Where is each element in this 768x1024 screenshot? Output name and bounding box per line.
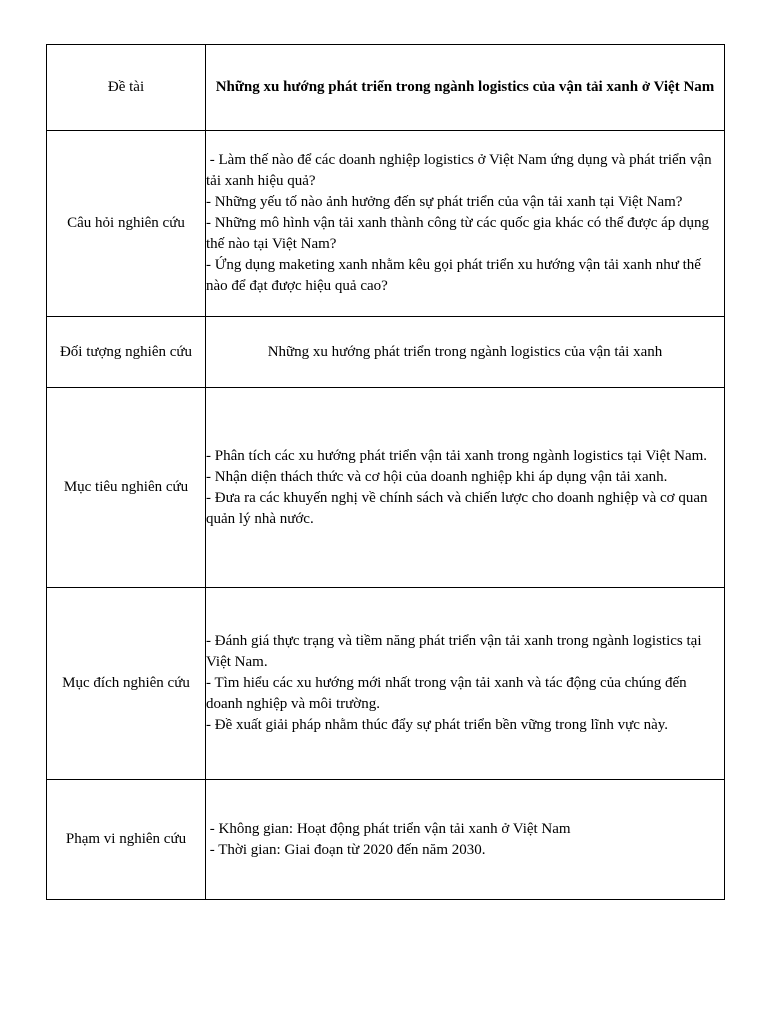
research-purpose-item: - Đánh giá thực trạng và tiềm năng phát triển vận tải xanh trong ngành logistics tại Việt Nam. — [206, 633, 702, 670]
row-research-objectives — [47, 388, 725, 588]
research-subject-label-text: Đối tượng nghiên cứu — [59, 344, 193, 360]
research-scope-label: Phạm vi nghiên cứu — [47, 780, 206, 900]
topic-title: Những xu hướng phát triển trong ngành logistics của vận tải xanh ở Việt Nam — [206, 45, 725, 131]
row-topic — [47, 45, 725, 131]
research-subject-label — [47, 317, 206, 388]
row-research-subject — [47, 317, 725, 388]
research-scope-item: - Thời gian: Giai đoạn từ 2020 đến năm 2030. — [206, 841, 486, 858]
research-objectives-content — [206, 388, 725, 588]
topic-label: Đề tài — [47, 45, 206, 131]
research-objective-item: - Nhận diện thách thức và cơ hội của doanh nghiệp khi áp dụng vận tải xanh. — [206, 468, 668, 485]
research-purpose-label: Mục đích nghiên cứu — [47, 588, 206, 780]
research-questions-label: Câu hỏi nghiên cứu — [47, 131, 206, 317]
research-subject-content: Những xu hướng phát triển trong ngành logistics của vận tải xanh — [206, 317, 725, 388]
research-question-item: - Những yếu tố nào ảnh hưởng đến sự phát triển của vận tải xanh tại Việt Nam? — [206, 194, 683, 210]
research-purpose-item: - Đề xuất giải pháp nhằm thúc đẩy sự phát triển bền vững trong lĩnh vực này. — [206, 717, 669, 733]
row-research-scope — [47, 780, 725, 900]
research-questions-content — [206, 131, 725, 317]
research-purpose-content — [206, 588, 725, 780]
row-research-purpose — [47, 588, 725, 780]
research-objective-item: - Phân tích các xu hướng phát triển vận tải xanh trong ngành logistics tại Việt Nam. — [206, 447, 708, 464]
research-objective-item: - Đưa ra các khuyến nghị về chính sách và chiến lược cho doanh nghiệp và cơ quan quản lý nhà nước. — [206, 489, 708, 527]
row-research-questions — [47, 131, 725, 317]
research-outline-table — [46, 44, 725, 900]
research-scope-item: - Không gian: Hoạt động phát triển vận tải xanh ở Việt Nam — [206, 820, 571, 837]
research-scope-content — [206, 780, 725, 900]
research-objectives-label: Mục tiêu nghiên cứu — [47, 388, 206, 588]
research-question-item: - Ứng dụng maketing xanh nhằm kêu gọi phát triển xu hướng vận tải xanh như thế nào để đạt được hiệu quả cao? — [206, 257, 701, 294]
research-question-item: - Làm thế nào để các doanh nghiệp logistics ở Việt Nam ứng dụng và phát triển vận tải xanh hiệu quả? — [206, 152, 716, 189]
research-purpose-item: - Tìm hiểu các xu hướng mới nhất trong vận tải xanh và tác động của chúng đến doanh nghiệp và môi trường. — [206, 675, 687, 712]
research-question-item: - Những mô hình vận tải xanh thành công từ các quốc gia khác có thể được áp dụng thế nào tại Việt Nam? — [206, 215, 710, 252]
